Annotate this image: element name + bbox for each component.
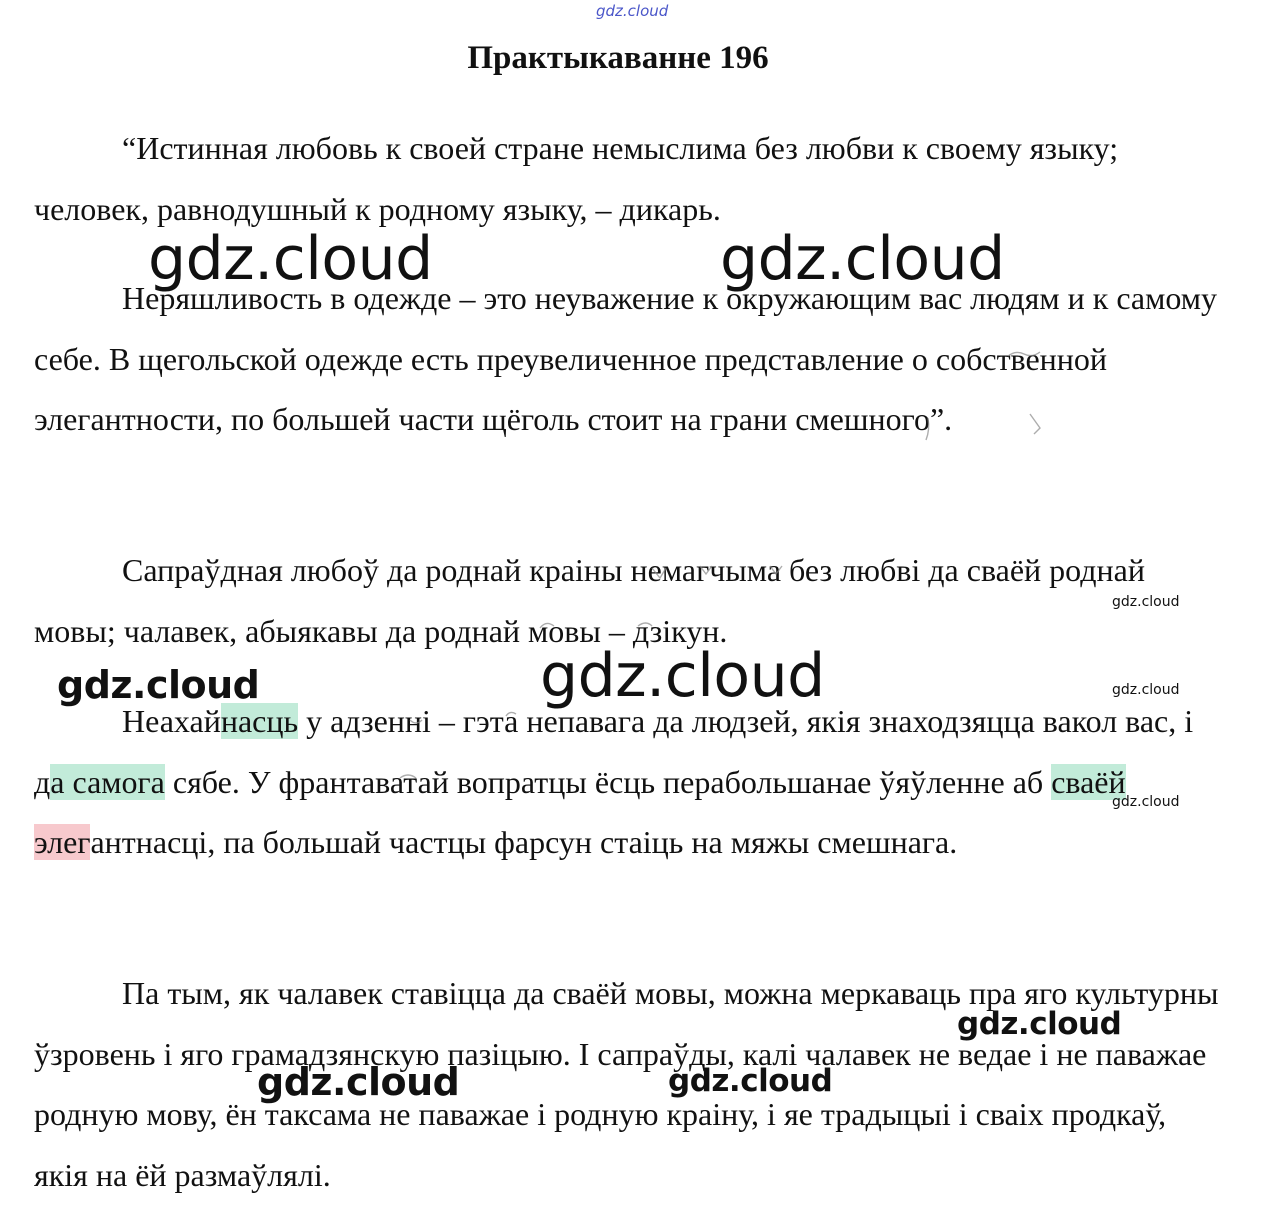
text-fragment: у адзенні – гэта непавага да людзей, якія знаходзяцца вакол вас, і д — [34, 703, 1194, 800]
russian-paragraph-1: “Истинная любовь к своей стране немыслима без любви к своему языку; человек, равнодушный к родному языку, – дикарь. — [34, 130, 1119, 227]
watermark: gdz.cloud — [1112, 682, 1180, 698]
page-title: Практыкаванне 196 — [467, 40, 769, 76]
highlight-red: элег — [34, 824, 91, 860]
watermark: gdz.cloud — [148, 224, 433, 294]
text-fragment: сябе. У франтаватай вопратцы ёсць перабольшанае ўяўленне аб — [164, 763, 1052, 800]
watermark-top: gdz.cloud — [596, 2, 669, 20]
watermark: gdz.cloud — [1112, 594, 1180, 610]
watermark: gdz.cloud — [957, 1006, 1122, 1042]
belarusian-paragraph-3: Па тым, як чалавек ставіцца да сваёй мовы, можна меркаваць пра яго культурны ўзровень і яго грамадзянскую пазіцыю. І сапраўды, калі чалавек не ведае і не паважае родную мову, ён таксама не паважае і родную краіну, і яе традыцыі і сваіх продкаў, якія на ёй размаўлялі. — [34, 975, 1219, 1193]
russian-paragraph-2: Неряшливость в одежде – это неуважение к окружающим вас людям и к самому себе. В щегольской одежде есть преувеличенное представление о собственной элегантности, по большей части щёголь стоит на грани смешного”. — [34, 280, 1217, 437]
highlight-green: сваёй — [1051, 763, 1126, 800]
watermark: gdz.cloud — [257, 1060, 460, 1104]
belarusian-paragraph-2 — [34, 691, 1224, 873]
text-fragment: Неахай — [122, 703, 221, 739]
watermark: gdz.cloud — [57, 663, 260, 707]
highlight-green: насць — [220, 703, 299, 739]
watermark: gdz.cloud — [720, 224, 1005, 294]
text-fragment: антнасці, па большай частцы фарсун стаіць на мяжы смешнага. — [90, 824, 958, 860]
watermark: gdz.cloud — [668, 1063, 833, 1099]
watermark: gdz.cloud — [540, 641, 825, 711]
watermark: gdz.cloud — [1112, 794, 1180, 810]
belarusian-paragraph-1: Сапраўдная любоў да роднай краіны немагчыма без любві да сваёй роднай мовы; чалавек, абыякавы да роднай мовы – дзікун. — [34, 552, 1145, 649]
highlight-green: а самога — [50, 763, 165, 800]
